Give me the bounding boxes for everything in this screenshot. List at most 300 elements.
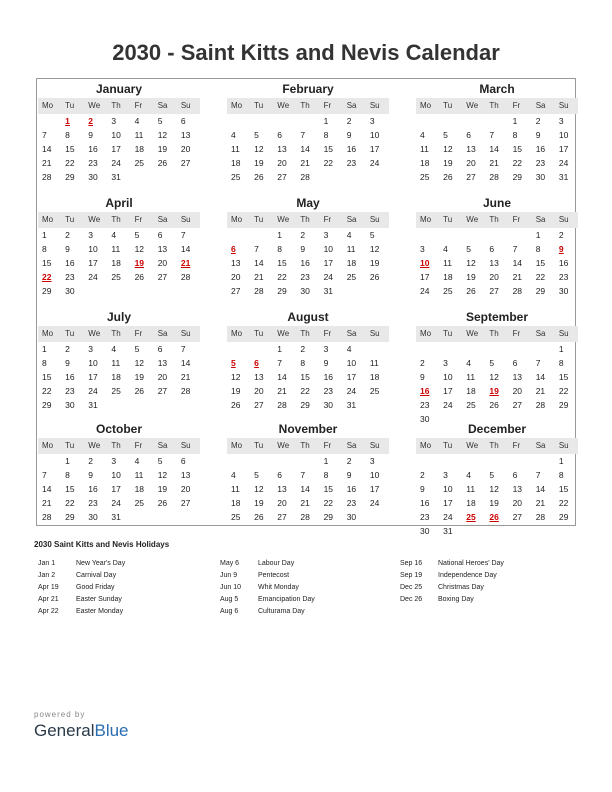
weekday-header bbox=[227, 212, 389, 228]
day-cell: 28 bbox=[42, 172, 52, 182]
weekday-label: Mo bbox=[420, 441, 432, 450]
day-cell: 22 bbox=[65, 498, 75, 508]
weekday-label: Tu bbox=[254, 101, 264, 110]
weekday-label: Th bbox=[489, 215, 499, 224]
day-cell: 15 bbox=[323, 484, 334, 494]
day-cell: 28 bbox=[254, 286, 264, 296]
day-cell: 5 bbox=[466, 244, 472, 254]
day-cell: 14 bbox=[180, 358, 191, 368]
week-row bbox=[227, 128, 389, 142]
day-cell: 15 bbox=[42, 258, 52, 268]
day-cell: 7 bbox=[512, 244, 518, 254]
day-cell bbox=[154, 170, 177, 184]
day-cell: 23 bbox=[65, 272, 75, 282]
week-row bbox=[416, 170, 578, 184]
week-row bbox=[38, 370, 200, 384]
holiday-name: Easter Monday bbox=[76, 608, 124, 615]
week-row bbox=[38, 228, 200, 242]
brand-logo[interactable] bbox=[34, 710, 129, 741]
day-cell: 4 bbox=[134, 116, 140, 126]
weekday-label: Sa bbox=[346, 441, 357, 450]
day-cell: 26 bbox=[489, 512, 499, 522]
month-february bbox=[227, 82, 389, 184]
day-cell: 29 bbox=[323, 512, 334, 522]
day-cell: 14 bbox=[535, 484, 546, 494]
day-cell: 2 bbox=[420, 470, 425, 480]
day-cell: 12 bbox=[157, 130, 168, 140]
day-cell: 10 bbox=[346, 358, 357, 368]
day-cell: 11 bbox=[231, 144, 240, 154]
day-cell: 13 bbox=[489, 258, 499, 268]
week-row bbox=[38, 454, 200, 468]
day-cell: 11 bbox=[134, 130, 144, 140]
weekday-label: Mo bbox=[420, 101, 432, 110]
weekday-label: Su bbox=[558, 441, 569, 450]
week-row bbox=[38, 510, 200, 524]
weekday-label: Sa bbox=[346, 215, 357, 224]
weekday-label: Fr bbox=[323, 215, 332, 224]
day-cell: 20 bbox=[512, 386, 523, 396]
day-cell: 17 bbox=[323, 258, 334, 268]
weekday-header bbox=[227, 98, 389, 114]
holiday-column bbox=[400, 558, 580, 606]
day-cell bbox=[177, 398, 200, 412]
powered-by-text: powered by bbox=[34, 710, 86, 719]
day-cell: 21 bbox=[42, 498, 52, 508]
holiday-item bbox=[220, 594, 400, 606]
day-cell: 16 bbox=[88, 144, 98, 154]
day-cell: 3 bbox=[443, 358, 448, 368]
week-row bbox=[38, 482, 200, 496]
day-cell bbox=[154, 510, 177, 524]
month-june bbox=[416, 196, 578, 298]
holiday-date: Jan 1 bbox=[38, 560, 56, 567]
week-row bbox=[227, 356, 389, 370]
weekday-label: Fr bbox=[512, 215, 521, 224]
day-cell: 9 bbox=[420, 484, 425, 494]
day-cell: 20 bbox=[277, 158, 287, 168]
weekday-label: Sa bbox=[535, 101, 546, 110]
day-cell: 18 bbox=[466, 386, 476, 396]
weekday-header bbox=[38, 212, 200, 228]
day-cell: 1 bbox=[65, 116, 70, 126]
day-cell: 10 bbox=[443, 372, 453, 382]
weekday-label: Fr bbox=[323, 441, 332, 450]
day-cell: 16 bbox=[88, 484, 98, 494]
day-cell: 26 bbox=[134, 386, 145, 396]
weekday-label: Th bbox=[300, 215, 310, 224]
day-cell: 31 bbox=[323, 286, 334, 296]
day-cell: 14 bbox=[300, 144, 310, 154]
weekday-label: Su bbox=[180, 101, 191, 110]
day-cell: 29 bbox=[300, 400, 310, 410]
week-row bbox=[416, 482, 578, 496]
holiday-name: Carnival Day bbox=[76, 572, 117, 579]
day-cell: 12 bbox=[134, 358, 145, 368]
weekday-header bbox=[416, 326, 578, 342]
day-cell: 18 bbox=[369, 372, 380, 382]
day-cell: 23 bbox=[558, 272, 569, 282]
weekday-label: Su bbox=[180, 329, 191, 338]
holiday-name: Emancipation Day bbox=[258, 596, 315, 603]
day-cell: 29 bbox=[558, 400, 569, 410]
day-cell bbox=[131, 398, 154, 412]
day-cell: 6 bbox=[512, 358, 518, 368]
day-cell: 27 bbox=[254, 400, 264, 410]
day-cell: 10 bbox=[369, 470, 380, 480]
day-cell: 4 bbox=[346, 230, 352, 240]
day-cell: 6 bbox=[180, 456, 186, 466]
day-cell: 15 bbox=[300, 372, 310, 382]
day-cell: 19 bbox=[134, 258, 145, 268]
day-cell: 27 bbox=[157, 386, 168, 396]
weekday-label: We bbox=[466, 441, 479, 450]
holiday-name: Culturama Day bbox=[258, 608, 305, 615]
day-cell: 10 bbox=[111, 130, 121, 140]
day-cell: 13 bbox=[231, 258, 241, 268]
weekday-label: Su bbox=[369, 441, 380, 450]
holiday-date: Jan 2 bbox=[38, 572, 56, 579]
day-cell: 2 bbox=[65, 344, 70, 354]
day-cell: 6 bbox=[512, 470, 518, 480]
day-cell bbox=[107, 284, 130, 298]
holiday-item bbox=[38, 558, 218, 570]
day-cell: 6 bbox=[489, 244, 495, 254]
week-row bbox=[416, 510, 578, 524]
day-cell: 15 bbox=[42, 372, 52, 382]
day-cell: 22 bbox=[42, 386, 52, 396]
day-cell: 24 bbox=[88, 386, 98, 396]
day-cell: 3 bbox=[88, 344, 94, 354]
weekday-label: We bbox=[277, 329, 290, 338]
day-cell: 25 bbox=[111, 386, 121, 396]
day-cell: 1 bbox=[277, 344, 283, 354]
day-cell: 29 bbox=[535, 286, 546, 296]
month-july bbox=[38, 310, 200, 412]
day-cell: 17 bbox=[369, 144, 380, 154]
day-cell: 7 bbox=[300, 130, 306, 140]
day-cell: 19 bbox=[134, 372, 145, 382]
day-cell: 8 bbox=[558, 470, 564, 480]
weekday-label: Th bbox=[489, 101, 499, 110]
day-cell: 1 bbox=[65, 456, 70, 466]
day-cell: 30 bbox=[420, 526, 430, 536]
day-cell: 20 bbox=[512, 498, 523, 508]
day-cell: 23 bbox=[88, 498, 98, 508]
weekday-label: Th bbox=[300, 329, 310, 338]
day-cell: 25 bbox=[231, 172, 241, 182]
holiday-item bbox=[220, 558, 400, 570]
day-cell: 16 bbox=[346, 144, 357, 154]
holiday-name: Labour Day bbox=[258, 560, 295, 567]
day-cell: 22 bbox=[512, 158, 523, 168]
weekday-header bbox=[38, 326, 200, 342]
day-cell bbox=[250, 228, 273, 242]
day-cell: 3 bbox=[111, 116, 117, 126]
day-cell: 24 bbox=[420, 286, 430, 296]
day-cell: 15 bbox=[65, 144, 75, 154]
holiday-date: Sep 19 bbox=[400, 572, 423, 579]
day-cell: 28 bbox=[489, 172, 499, 182]
day-cell: 16 bbox=[65, 372, 75, 382]
day-cell: 11 bbox=[111, 244, 121, 254]
day-cell: 30 bbox=[65, 286, 75, 296]
day-cell: 3 bbox=[443, 470, 448, 480]
day-cell: 15 bbox=[558, 372, 569, 382]
month-name: July bbox=[106, 310, 131, 324]
day-cell: 9 bbox=[88, 130, 94, 140]
week-row bbox=[38, 284, 200, 298]
day-cell: 28 bbox=[277, 400, 287, 410]
day-cell bbox=[532, 342, 555, 356]
month-august bbox=[227, 310, 389, 412]
day-cell: 6 bbox=[157, 230, 163, 240]
day-cell: 18 bbox=[134, 484, 145, 494]
week-row bbox=[227, 114, 389, 128]
weekday-label: We bbox=[466, 329, 479, 338]
day-cell: 16 bbox=[300, 258, 310, 268]
month-may bbox=[227, 196, 389, 298]
day-cell: 27 bbox=[180, 498, 191, 508]
day-cell: 2 bbox=[300, 344, 306, 354]
day-cell bbox=[485, 342, 508, 356]
day-cell: 5 bbox=[489, 470, 495, 480]
holiday-date: Apr 22 bbox=[38, 608, 59, 615]
day-cell bbox=[296, 454, 319, 468]
month-name: December bbox=[467, 422, 527, 436]
day-cell: 4 bbox=[111, 230, 117, 240]
day-cell: 18 bbox=[111, 372, 121, 382]
day-cell: 16 bbox=[323, 372, 334, 382]
day-cell: 22 bbox=[277, 272, 287, 282]
week-row bbox=[227, 142, 389, 156]
day-cell bbox=[462, 524, 485, 538]
day-cell: 19 bbox=[254, 498, 264, 508]
day-cell: 10 bbox=[369, 130, 380, 140]
day-cell: 25 bbox=[134, 158, 145, 168]
holiday-item bbox=[400, 558, 580, 570]
day-cell: 11 bbox=[134, 470, 144, 480]
day-cell: 1 bbox=[558, 456, 564, 466]
weekday-label: Su bbox=[180, 215, 191, 224]
day-cell: 24 bbox=[443, 512, 453, 522]
day-cell: 4 bbox=[231, 130, 236, 140]
day-cell: 7 bbox=[42, 130, 47, 140]
day-cell: 30 bbox=[420, 414, 430, 424]
weekday-label: Tu bbox=[65, 101, 75, 110]
day-cell bbox=[38, 114, 61, 128]
day-cell: 30 bbox=[323, 400, 334, 410]
weekday-label: Fr bbox=[323, 329, 332, 338]
weekday-label: We bbox=[277, 441, 290, 450]
day-cell: 5 bbox=[157, 116, 163, 126]
day-cell: 24 bbox=[111, 158, 121, 168]
day-cell: 22 bbox=[558, 386, 569, 396]
week-row bbox=[416, 496, 578, 510]
weekday-label: Fr bbox=[323, 101, 332, 110]
day-cell bbox=[320, 170, 343, 184]
brand-blue: Blue bbox=[94, 721, 129, 740]
day-cell: 20 bbox=[254, 386, 264, 396]
weekday-label: Sa bbox=[157, 101, 168, 110]
week-row bbox=[227, 496, 389, 510]
day-cell bbox=[416, 454, 439, 468]
week-row bbox=[416, 142, 578, 156]
weekday-label: Tu bbox=[254, 215, 264, 224]
day-cell: 26 bbox=[489, 400, 499, 410]
weekday-label: Tu bbox=[65, 215, 75, 224]
day-cell: 5 bbox=[254, 470, 259, 480]
day-cell: 10 bbox=[558, 130, 569, 140]
weekday-label: Mo bbox=[42, 441, 54, 450]
week-row bbox=[38, 242, 200, 256]
week-row bbox=[38, 114, 200, 128]
month-march bbox=[416, 82, 578, 184]
holiday-name: Good Friday bbox=[76, 584, 115, 591]
day-cell: 31 bbox=[558, 172, 569, 182]
day-cell: 6 bbox=[277, 470, 283, 480]
day-cell bbox=[366, 170, 389, 184]
day-cell: 12 bbox=[489, 372, 499, 382]
day-cell: 8 bbox=[42, 358, 47, 368]
day-cell: 24 bbox=[111, 498, 121, 508]
day-cell: 26 bbox=[157, 498, 168, 508]
day-cell bbox=[485, 524, 508, 538]
day-cell: 9 bbox=[346, 130, 352, 140]
day-cell: 28 bbox=[300, 172, 310, 182]
day-cell bbox=[509, 342, 532, 356]
month-name: June bbox=[482, 196, 511, 210]
day-cell: 2 bbox=[558, 230, 564, 240]
weekday-label: Tu bbox=[254, 329, 264, 338]
weekday-label: Sa bbox=[157, 215, 168, 224]
day-cell: 11 bbox=[369, 358, 379, 368]
weekday-label: Th bbox=[111, 101, 121, 110]
day-cell bbox=[296, 114, 319, 128]
month-name: April bbox=[105, 196, 133, 210]
week-row bbox=[38, 496, 200, 510]
day-cell: 27 bbox=[180, 158, 191, 168]
day-cell: 25 bbox=[420, 172, 430, 182]
holiday-date: Apr 19 bbox=[38, 584, 59, 591]
day-cell bbox=[250, 454, 273, 468]
weekday-label: Fr bbox=[512, 441, 521, 450]
day-cell: 21 bbox=[489, 158, 499, 168]
day-cell: 8 bbox=[535, 244, 541, 254]
day-cell: 13 bbox=[277, 144, 287, 154]
week-row bbox=[38, 342, 200, 356]
day-cell: 30 bbox=[65, 400, 75, 410]
day-cell: 11 bbox=[466, 484, 476, 494]
day-cell: 25 bbox=[231, 512, 241, 522]
holidays-title: 2030 Saint Kitts and Nevis Holidays bbox=[34, 540, 170, 549]
day-cell: 18 bbox=[111, 258, 121, 268]
day-cell bbox=[462, 454, 485, 468]
day-cell bbox=[462, 114, 485, 128]
weekday-label: We bbox=[277, 101, 290, 110]
day-cell bbox=[555, 524, 578, 538]
day-cell: 5 bbox=[254, 130, 259, 140]
day-cell: 20 bbox=[180, 484, 191, 494]
day-cell: 6 bbox=[277, 130, 283, 140]
day-cell: 19 bbox=[254, 158, 264, 168]
day-cell bbox=[154, 284, 177, 298]
holiday-date: Dec 26 bbox=[400, 596, 423, 603]
day-cell bbox=[439, 228, 462, 242]
day-cell: 26 bbox=[254, 172, 264, 182]
week-row bbox=[227, 256, 389, 270]
day-cell: 27 bbox=[277, 172, 287, 182]
week-row bbox=[416, 342, 578, 356]
day-cell: 9 bbox=[88, 470, 94, 480]
holiday-name: Whit Monday bbox=[258, 584, 299, 591]
day-cell: 7 bbox=[535, 358, 541, 368]
day-cell: 23 bbox=[420, 512, 430, 522]
day-cell: 1 bbox=[323, 116, 329, 126]
weekday-label: We bbox=[88, 329, 101, 338]
day-cell: 22 bbox=[323, 158, 334, 168]
holiday-item bbox=[38, 570, 218, 582]
weekday-label: Mo bbox=[42, 329, 54, 338]
day-cell: 19 bbox=[157, 484, 168, 494]
day-cell: 23 bbox=[300, 272, 310, 282]
day-cell bbox=[439, 114, 462, 128]
day-cell: 4 bbox=[231, 470, 236, 480]
day-cell bbox=[343, 284, 366, 298]
week-row bbox=[227, 454, 389, 468]
weekday-label: Su bbox=[369, 215, 380, 224]
day-cell: 14 bbox=[42, 484, 52, 494]
day-cell: 22 bbox=[300, 386, 310, 396]
weekday-label: We bbox=[88, 101, 101, 110]
day-cell: 1 bbox=[512, 116, 518, 126]
page-title: 2030 - Saint Kitts and Nevis Calendar bbox=[112, 40, 500, 65]
day-cell: 20 bbox=[157, 372, 168, 382]
day-cell: 21 bbox=[277, 386, 287, 396]
day-cell: 31 bbox=[346, 400, 357, 410]
day-cell: 4 bbox=[134, 456, 140, 466]
day-cell: 27 bbox=[277, 512, 287, 522]
day-cell: 19 bbox=[369, 258, 380, 268]
day-cell: 15 bbox=[323, 144, 334, 154]
holiday-date: Sep 16 bbox=[400, 560, 423, 567]
day-cell: 17 bbox=[558, 144, 569, 154]
day-cell: 24 bbox=[369, 498, 380, 508]
day-cell: 18 bbox=[231, 158, 241, 168]
day-cell: 7 bbox=[535, 470, 541, 480]
day-cell: 5 bbox=[369, 230, 375, 240]
day-cell: 26 bbox=[157, 158, 168, 168]
holiday-item bbox=[400, 582, 580, 594]
weekday-label: Sa bbox=[535, 329, 546, 338]
day-cell: 8 bbox=[512, 130, 518, 140]
day-cell bbox=[532, 524, 555, 538]
day-cell: 25 bbox=[443, 286, 453, 296]
day-cell: 31 bbox=[111, 172, 121, 182]
weekday-label: We bbox=[466, 215, 479, 224]
week-row bbox=[227, 384, 389, 398]
day-cell: 14 bbox=[489, 144, 499, 154]
weekday-label: We bbox=[466, 101, 479, 110]
day-cell: 5 bbox=[134, 344, 140, 354]
weekday-header bbox=[416, 212, 578, 228]
holiday-date: Apr 21 bbox=[38, 596, 59, 603]
day-cell: 2 bbox=[300, 230, 306, 240]
day-cell: 25 bbox=[111, 272, 121, 282]
week-row bbox=[416, 128, 578, 142]
day-cell: 27 bbox=[231, 286, 241, 296]
day-cell: 13 bbox=[180, 470, 191, 480]
